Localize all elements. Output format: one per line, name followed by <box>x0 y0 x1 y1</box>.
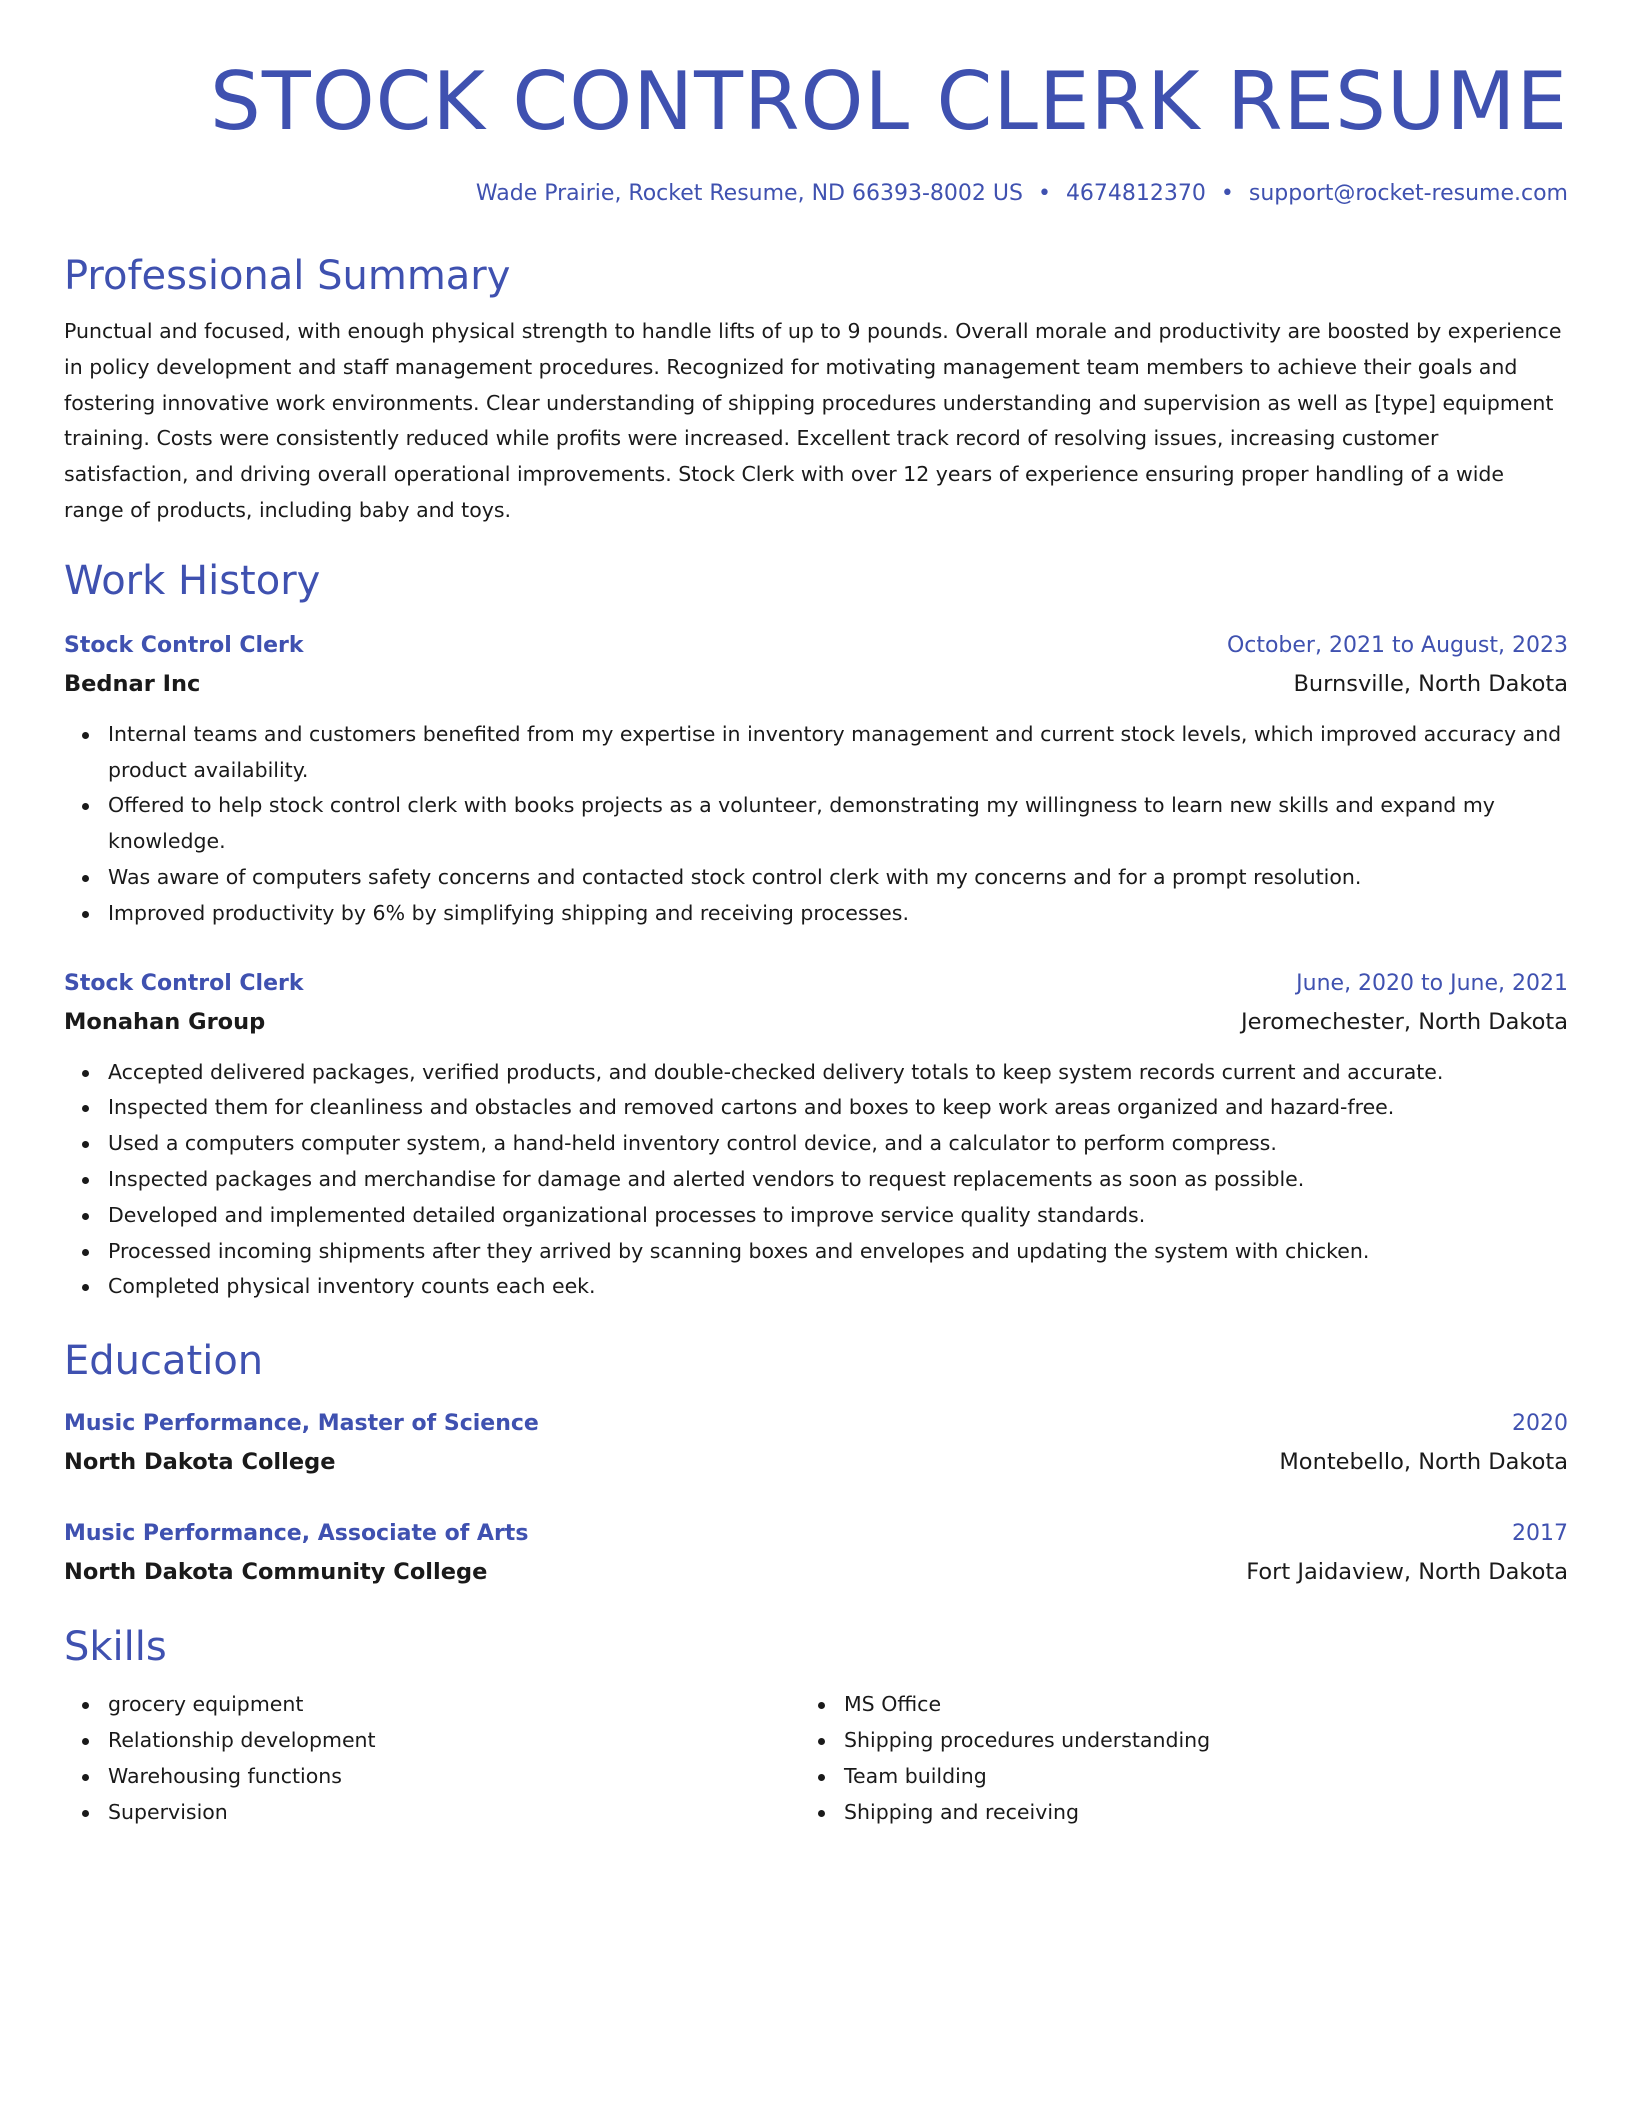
education-location: Fort Jaidaview, North Dakota <box>1246 1559 1568 1586</box>
contact-email: support@rocket-resume.com <box>1248 181 1568 206</box>
job-bullets <box>64 717 1568 932</box>
job-bullet: Inspected them for cleanliness and obstacles and removed cartons and boxes to keep work areas organized and hazard-free. <box>108 1090 1568 1126</box>
job-entry <box>64 965 1568 1306</box>
skills-column-left <box>64 1687 800 1830</box>
skill-item: Supervision <box>108 1795 800 1831</box>
education-heading: Education <box>64 1338 264 1385</box>
job-location: Jeromechester, North Dakota <box>1241 1008 1568 1035</box>
resume-title: STOCK CONTROL CLERK RESUME <box>210 55 1568 148</box>
job-dates: October, 2021 to August, 2023 <box>1226 632 1568 658</box>
job-bullet: Completed physical inventory counts each eek. <box>108 1269 1568 1305</box>
education-degree: Music Performance, Master of Science <box>64 1411 539 1437</box>
job-company-row <box>64 665 1568 703</box>
skills-heading: Skills <box>64 1624 167 1671</box>
job-bullet: Processed incoming shipments after they arrived by scanning boxes and envelopes and updating the system with chicken. <box>108 1234 1568 1270</box>
skill-item: Relationship development <box>108 1723 800 1759</box>
skill-item: Shipping and receiving <box>844 1795 1536 1831</box>
job-entry <box>64 627 1568 932</box>
summary-heading: Professional Summary <box>64 253 511 299</box>
job-company: Bednar Inc <box>64 670 201 697</box>
job-bullet: Offered to help stock control clerk with books projects as a volunteer, demonstrating my willingness to learn new skills and expand my knowledge. <box>108 788 1568 860</box>
job-location: Burnsville, North Dakota <box>1293 670 1568 697</box>
skill-item: grocery equipment <box>108 1687 800 1723</box>
job-bullet: Internal teams and customers benefited from my expertise in inventory management and current stock levels, which improved accuracy and product availability. <box>108 717 1568 789</box>
skill-item: Shipping procedures understanding <box>844 1723 1536 1759</box>
skills-list <box>64 1687 800 1830</box>
work-history-heading: Work History <box>64 557 321 604</box>
contact-separator: • <box>1220 181 1234 206</box>
skills-grid <box>64 1687 1568 1830</box>
skill-item: Team building <box>844 1759 1536 1795</box>
skill-item: Warehousing functions <box>108 1759 800 1795</box>
education-school-row <box>64 1443 1568 1481</box>
contact-address: Wade Prairie, Rocket Resume, ND 66393-8002 US <box>475 181 1023 206</box>
skills-column-right <box>800 1687 1536 1830</box>
job-bullet: Accepted delivered packages, verified products, and double-checked delivery totals to keep system records current and accurate. <box>108 1055 1568 1091</box>
work-history-section <box>64 555 1568 1305</box>
job-header-row <box>64 627 1568 665</box>
education-year: 2020 <box>1512 1411 1568 1437</box>
skill-item: MS Office <box>844 1687 1536 1723</box>
education-location: Montebello, North Dakota <box>1279 1449 1568 1476</box>
job-dates: June, 2020 to June, 2021 <box>1296 970 1568 996</box>
education-school: North Dakota College <box>64 1449 336 1476</box>
skills-list <box>800 1687 1536 1830</box>
contact-line <box>64 178 1568 210</box>
job-role: Stock Control Clerk <box>64 632 304 658</box>
contact-phone: 4674812370 <box>1065 181 1206 206</box>
job-role: Stock Control Clerk <box>64 970 304 996</box>
job-bullet: Inspected packages and merchandise for damage and alerted vendors to request replacements as soon as possible. <box>108 1162 1568 1198</box>
education-header-row <box>64 1405 1568 1443</box>
job-company: Monahan Group <box>64 1008 266 1035</box>
contact-separator: • <box>1037 181 1051 206</box>
education-entry <box>64 1515 1568 1591</box>
job-bullet: Used a computers computer system, a hand-held inventory control device, and a calculator to perform compress. <box>108 1126 1568 1162</box>
job-bullet: Was aware of computers safety concerns and contacted stock control clerk with my concerns and for a prompt resolution. <box>108 860 1568 896</box>
skills-section <box>64 1621 1568 1830</box>
education-school-row <box>64 1553 1568 1591</box>
job-header-row <box>64 965 1568 1003</box>
summary-section <box>64 250 1568 529</box>
job-bullet: Developed and implemented detailed organizational processes to improve service quality standards. <box>108 1198 1568 1234</box>
education-degree: Music Performance, Associate of Arts <box>64 1521 529 1547</box>
job-company-row <box>64 1003 1568 1041</box>
summary-text: Punctual and focused, with enough physical strength to handle lifts of up to 9 pounds. Overall morale and productivity are boosted by experience in policy development and staff management procedures. Recognized for motivating management team members to achieve their goals and fostering innovative work environments. Clear understanding of shipping procedures understanding and supervision as well as [type] equipment training. Costs were consistently reduced while profits were increased. Excellent track record of resolving issues, increasing customer satisfaction, and driving overall operational improvements. Stock Clerk with over 12 years of experience ensuring proper handling of a wide range of products, including baby and toys. <box>64 319 1562 522</box>
education-entry <box>64 1405 1568 1481</box>
education-school: North Dakota Community College <box>64 1559 488 1586</box>
education-header-row <box>64 1515 1568 1553</box>
job-bullets <box>64 1055 1568 1306</box>
education-year: 2017 <box>1512 1521 1568 1547</box>
job-bullet: Improved productivity by 6% by simplifying shipping and receiving processes. <box>108 896 1568 932</box>
education-section <box>64 1335 1568 1591</box>
